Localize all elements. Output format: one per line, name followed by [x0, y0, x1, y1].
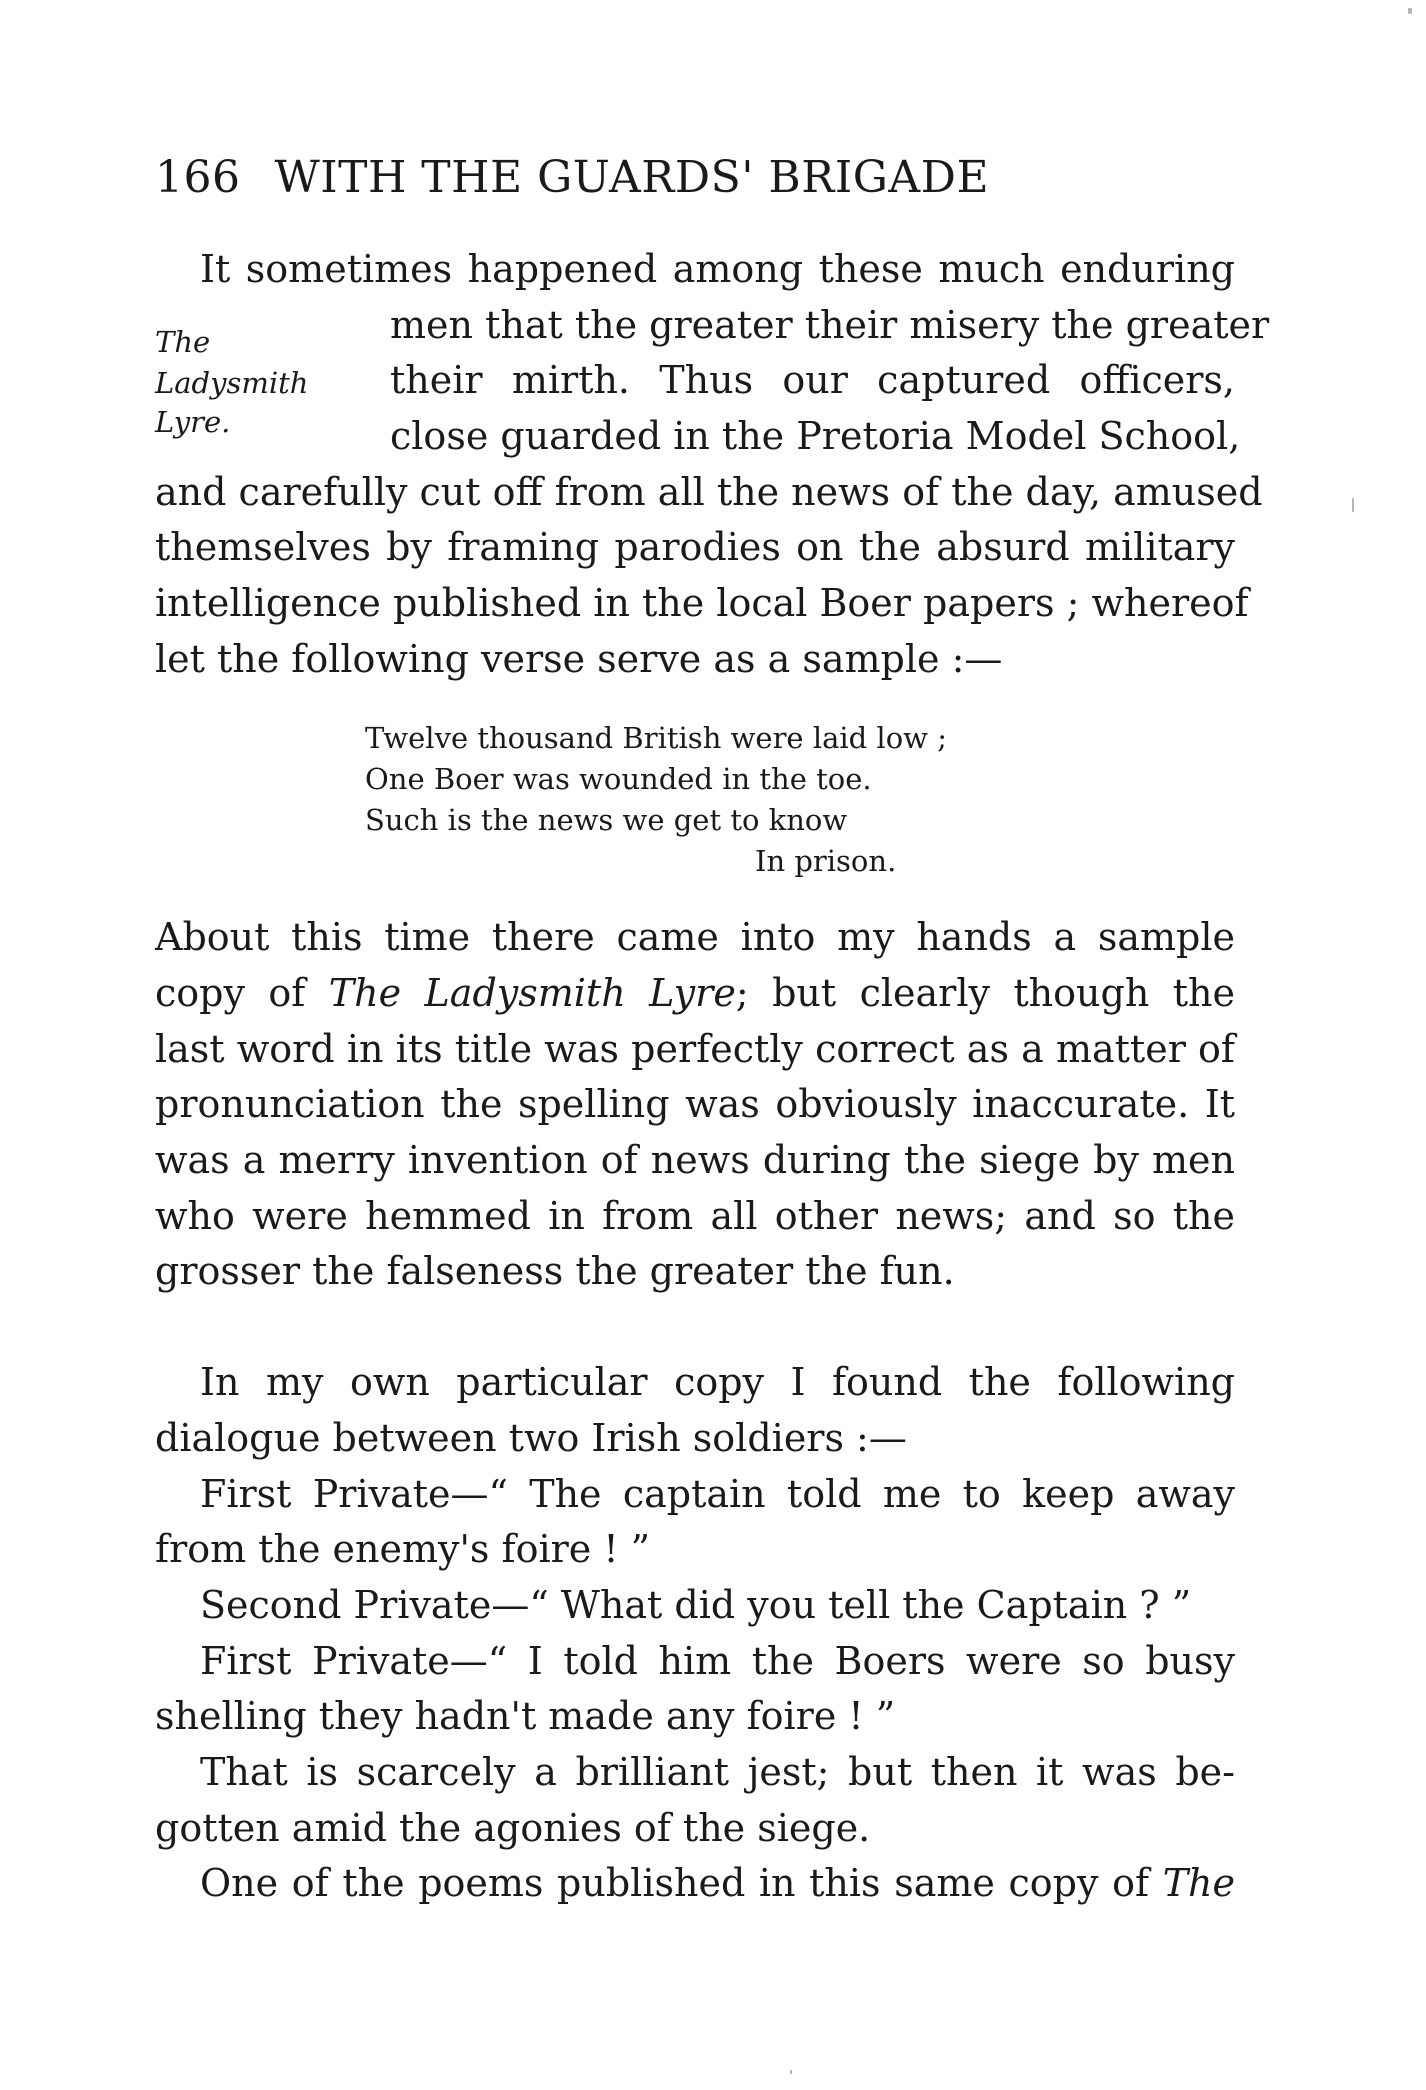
text-line: It sometimes happened among these much enduring [200, 247, 1235, 291]
scan-speck [790, 2070, 792, 2074]
verse-line: Such is the news we get to know [365, 803, 848, 837]
text-line: close guarded in the Pretoria Model School, [390, 414, 1241, 458]
text-line: themselves by framing parodies on the absurd military [155, 525, 1235, 569]
running-header [155, 150, 1235, 206]
text-line: pronunciation the spelling was obviously inaccurate. It [155, 1082, 1235, 1126]
text-line: who were hemmed in from all other news; and so the [155, 1194, 1235, 1238]
book-title: The Ladysmith Lyre [328, 971, 736, 1015]
text-line: their mirth. Thus our captured officers, [390, 358, 1235, 402]
text-line: One of the poems published in this same copy of The [200, 1861, 1235, 1905]
text-line: grosser the falseness the greater the fun. [155, 1249, 955, 1293]
scan-speck [1408, 8, 1412, 14]
text-line: copy of The Ladysmith Lyre; but clearly though the [155, 971, 1235, 1015]
text-line: let the following verse serve as a sample :— [155, 637, 1003, 681]
scan-speck [1352, 498, 1354, 512]
verse-line: Twelve thousand British were laid low ; [365, 721, 947, 755]
text-line: intelligence published in the local Boer papers ; whereof [155, 581, 1249, 625]
text-line: and carefully cut off from all the news of the day, amused [155, 470, 1263, 514]
sidenote-line: Lyre. [155, 405, 231, 439]
dialogue-line: First Private—“ I told him the Boers were so busy [200, 1639, 1235, 1683]
dialogue-line: from the enemy's foire ! ” [155, 1527, 651, 1571]
sidenote-line: The [155, 325, 211, 359]
running-title: WITH THE GUARDS' BRIGADE [274, 152, 990, 203]
text-line: gotten amid the agonies of the siege. [155, 1806, 871, 1850]
page-number: 166 [155, 152, 241, 203]
text-line: About this time there came into my hands a sample [155, 915, 1235, 959]
dialogue-line: First Private—“ The captain told me to keep away [200, 1472, 1235, 1516]
text-line: dialogue between two Irish soldiers :— [155, 1416, 907, 1460]
sidenote-line: Ladysmith [155, 366, 309, 400]
dialogue-line: Second Private—“ What did you tell the Captain ? ” [200, 1583, 1192, 1627]
text-line: was a merry invention of news during the siege by men [155, 1138, 1235, 1182]
text-line: That is scarcely a brilliant jest; but then it was be- [200, 1750, 1235, 1794]
book-title: The [1162, 1861, 1235, 1905]
verse-line: In prison. [755, 844, 897, 878]
verse-line: One Boer was wounded in the toe. [365, 762, 872, 796]
text-line: men that the greater their misery the greater [390, 303, 1270, 347]
text-line: last word in its title was perfectly correct as a matter of [155, 1027, 1235, 1071]
text-line: In my own particular copy I found the following [200, 1360, 1235, 1404]
dialogue-line: shelling they hadn't made any foire ! ” [155, 1694, 896, 1738]
